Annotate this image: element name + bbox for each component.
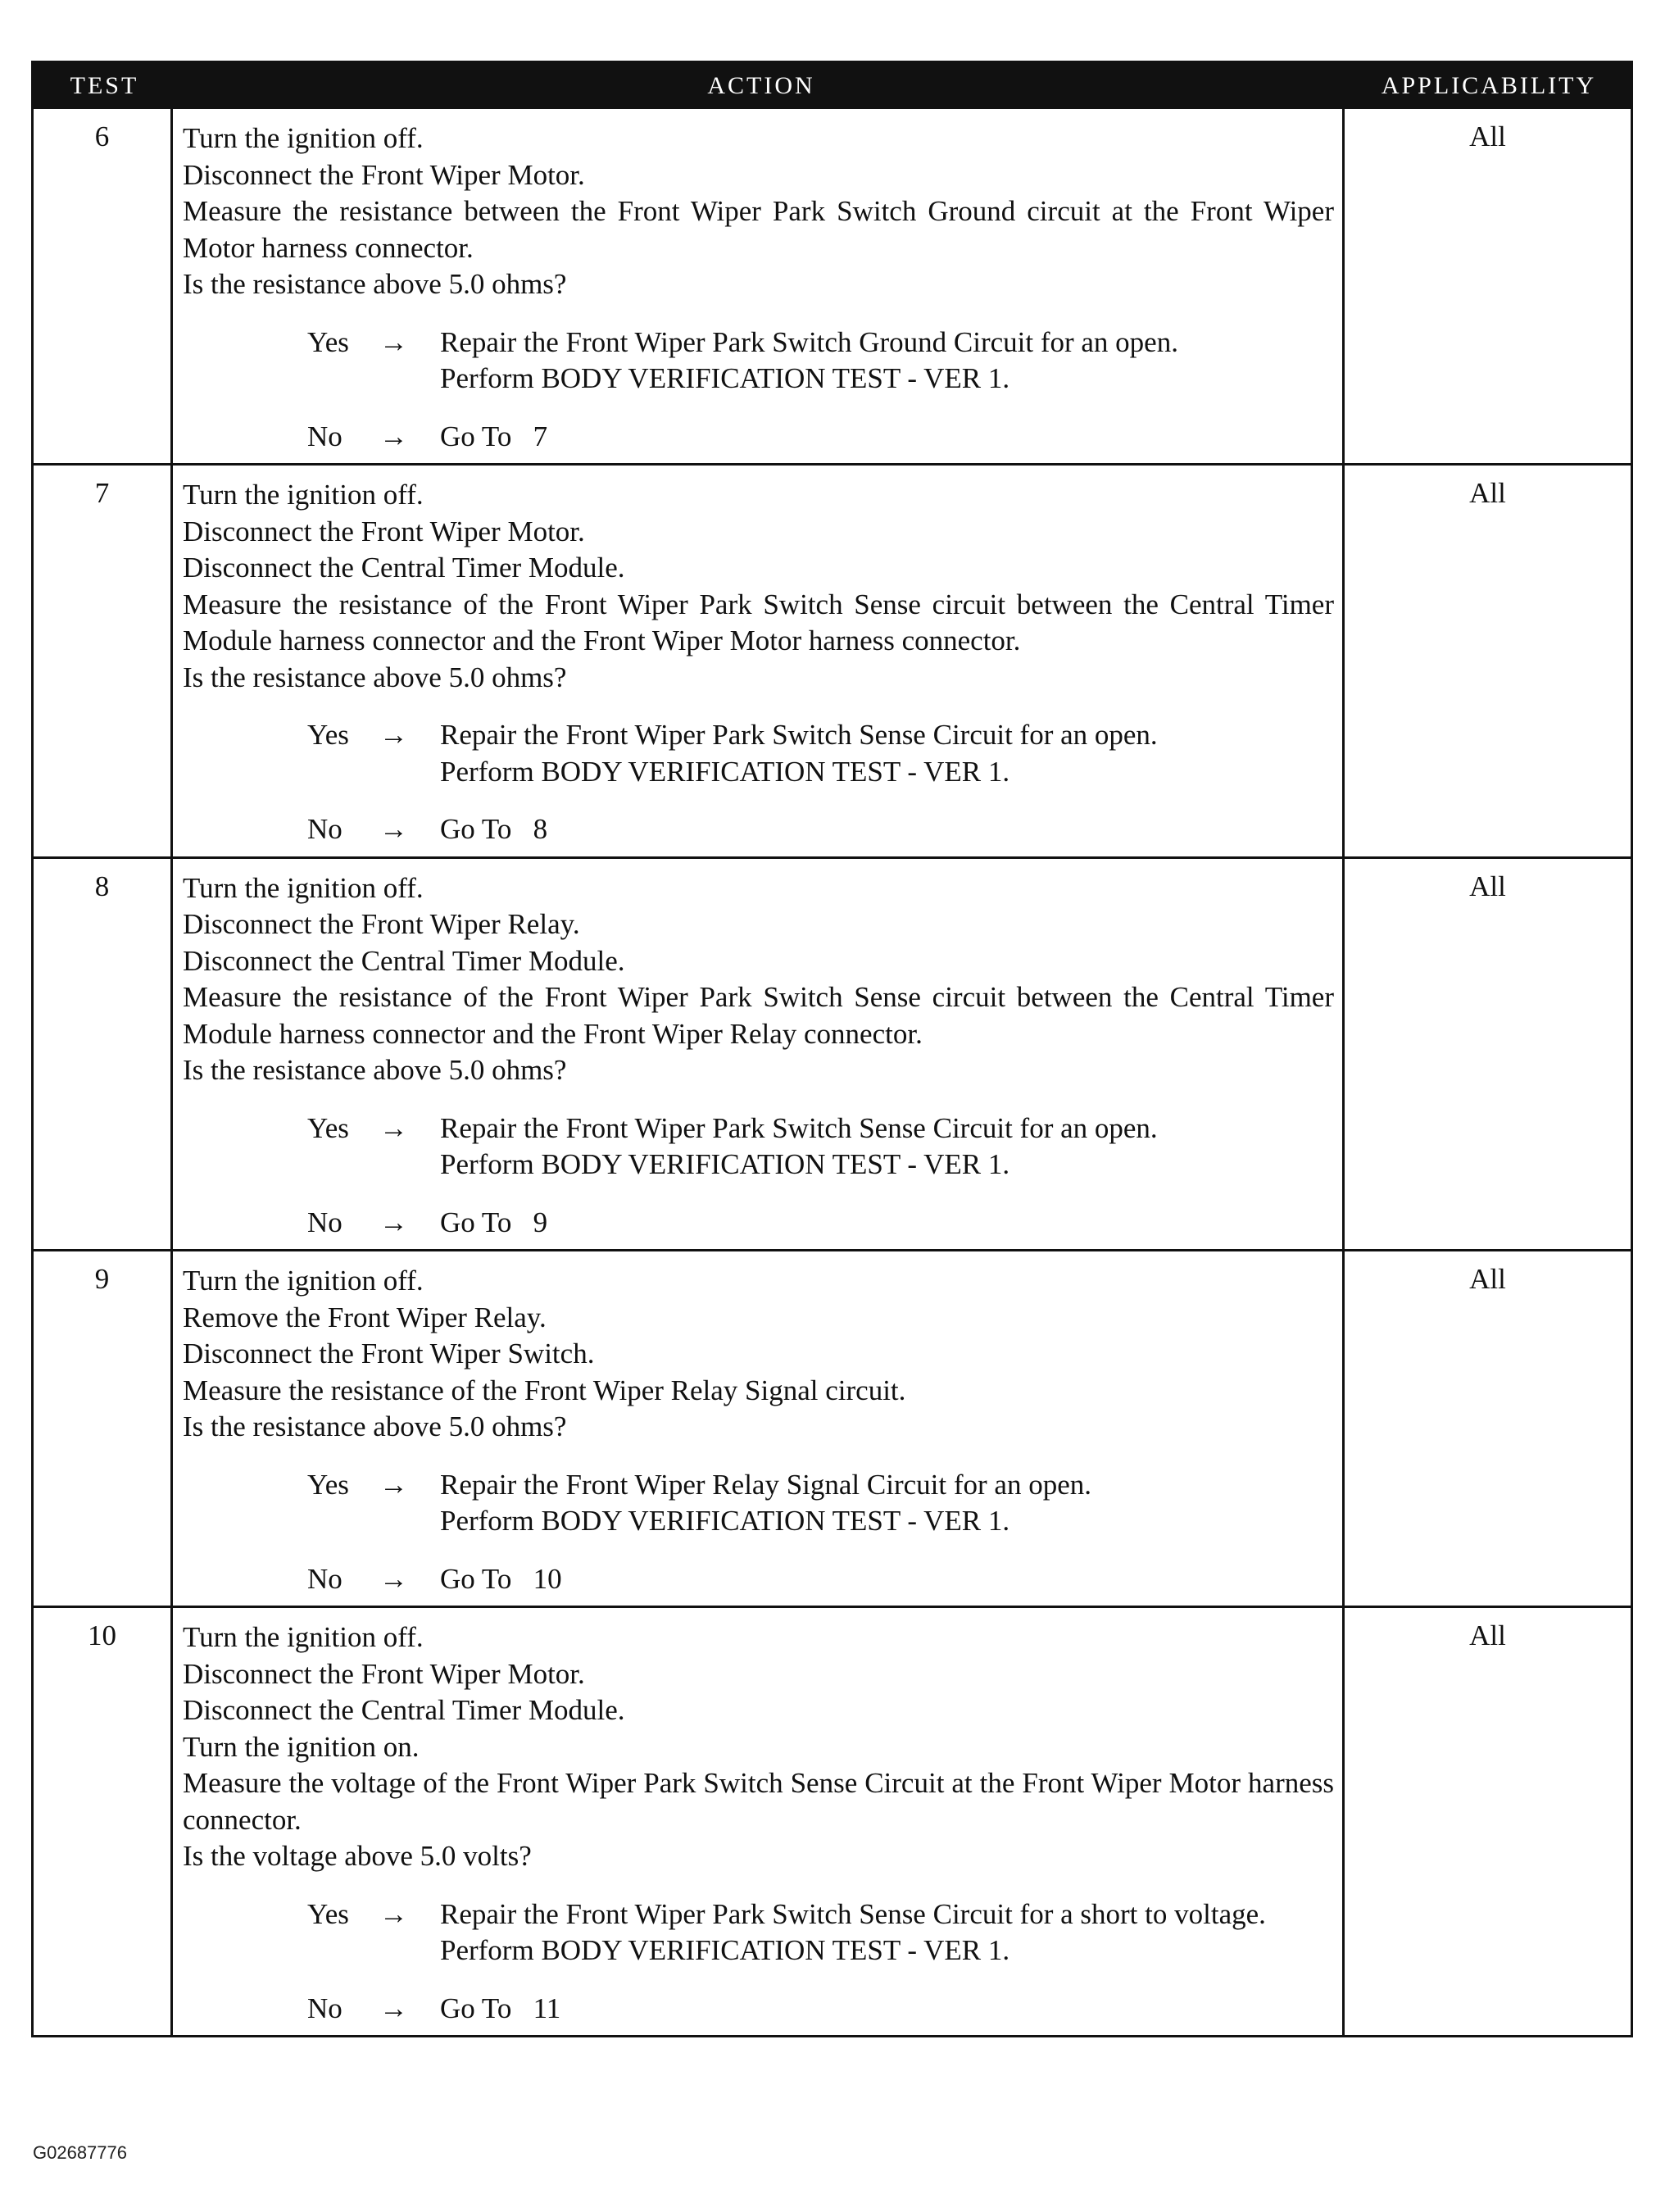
yes-instructions — [440, 1111, 1334, 1183]
table-row — [34, 109, 1631, 463]
no-label: No — [307, 1562, 343, 1595]
applicability-value: All — [1469, 1619, 1506, 1651]
yes-label: Yes — [307, 325, 349, 358]
no-label: No — [307, 1992, 343, 2024]
test-number: 6 — [34, 109, 173, 463]
test-number: 10 — [34, 1608, 173, 2035]
arrow-right-icon: → — [379, 1562, 408, 1595]
no-answer — [183, 811, 1334, 848]
yes-instruction-line: Perform BODY VERIFICATION TEST - VER 1. — [440, 1934, 1010, 1966]
yes-label: Yes — [307, 1111, 349, 1144]
goto-step: Go To 7 — [440, 420, 548, 452]
applicability-value: All — [1469, 120, 1506, 152]
action-step: Measure the resistance between the Front Wiper Park Switch Ground circuit at the Front Wiper Motor harness connector. — [183, 195, 1334, 264]
arrow-right-icon: → — [379, 719, 408, 751]
action-step: Disconnect the Front Wiper Relay. — [183, 908, 580, 940]
action-step: Disconnect the Front Wiper Motor. — [183, 1657, 585, 1690]
arrow-right-icon: → — [379, 1111, 408, 1144]
answers — [183, 717, 1334, 848]
yes-instruction-line: Perform BODY VERIFICATION TEST - VER 1. — [440, 362, 1010, 394]
yes-instruction-line: Repair the Front Wiper Park Switch Ground Circuit for an open. — [440, 325, 1178, 358]
action-step: Disconnect the Central Timer Module. — [183, 1694, 625, 1726]
yes-answer — [183, 1111, 1334, 1183]
answers — [183, 1467, 1334, 1598]
action-step: Is the resistance above 5.0 ohms? — [183, 661, 567, 693]
action-step: Measure the resistance of the Front Wiper Park Switch Sense circuit between the Central Timer Module harness connector and the Front Wiper Relay connector. — [183, 981, 1334, 1050]
arrow-right-icon: → — [379, 420, 408, 452]
no-answer — [183, 1991, 1334, 2028]
yes-answer — [183, 1896, 1334, 1969]
yes-instructions — [440, 1896, 1334, 1969]
header-test: TEST — [70, 72, 139, 99]
action-cell — [173, 1608, 1345, 2035]
no-label: No — [307, 813, 343, 845]
action-step: Disconnect the Front Wiper Switch. — [183, 1338, 595, 1369]
goto-step: Go To 10 — [440, 1562, 562, 1595]
table-row — [34, 1249, 1631, 1606]
arrow-right-icon: → — [379, 1206, 408, 1238]
yes-label: Yes — [307, 1897, 349, 1930]
diagnostic-test-table — [31, 61, 1633, 2037]
arrow-right-icon: → — [379, 1897, 408, 1930]
action-step: Disconnect the Central Timer Module. — [183, 552, 625, 584]
header-applicability: APPLICABILITY — [1381, 72, 1597, 99]
action-cell — [173, 1251, 1345, 1606]
yes-instruction-line: Repair the Front Wiper Park Switch Sense Circuit for an open. — [440, 1111, 1158, 1144]
figure-code: G02687776 — [33, 2142, 127, 2163]
no-label: No — [307, 420, 343, 452]
yes-instructions — [440, 717, 1334, 790]
action-step: Turn the ignition off. — [183, 122, 424, 154]
action-steps — [183, 120, 1334, 303]
test-number: 7 — [34, 466, 173, 856]
action-step: Is the resistance above 5.0 ohms? — [183, 1054, 567, 1086]
yes-answer — [183, 1467, 1334, 1540]
yes-instruction-line: Repair the Front Wiper Park Switch Sense Circuit for a short to voltage. — [440, 1897, 1266, 1930]
action-step: Remove the Front Wiper Relay. — [183, 1301, 547, 1333]
action-step: Is the resistance above 5.0 ohms? — [183, 1410, 567, 1442]
yes-answer — [183, 717, 1334, 790]
yes-instructions — [440, 1467, 1334, 1540]
action-step: Turn the ignition on. — [183, 1730, 420, 1763]
action-cell — [173, 859, 1345, 1250]
action-step: Is the voltage above 5.0 volts? — [183, 1840, 532, 1872]
applicability-value: All — [1469, 1263, 1506, 1295]
action-step: Turn the ignition off. — [183, 1265, 424, 1297]
yes-instruction-line: Perform BODY VERIFICATION TEST - VER 1. — [440, 1148, 1010, 1180]
action-step: Measure the resistance of the Front Wiper Relay Signal circuit. — [183, 1374, 906, 1406]
action-steps — [183, 1619, 1334, 1875]
action-steps — [183, 870, 1334, 1089]
table-row — [34, 1606, 1631, 2035]
table-header — [34, 63, 1631, 109]
action-steps — [183, 1263, 1334, 1446]
table-body — [34, 109, 1631, 2035]
applicability-value: All — [1469, 870, 1506, 902]
answers — [183, 1896, 1334, 2028]
yes-instruction-line: Repair the Front Wiper Park Switch Sense Circuit for an open. — [440, 719, 1158, 751]
no-answer — [183, 1561, 1334, 1598]
action-step: Measure the resistance of the Front Wiper Park Switch Sense circuit between the Central Timer Module harness connector and the Front Wiper Motor harness connector. — [183, 588, 1334, 656]
no-answer — [183, 1205, 1334, 1242]
arrow-right-icon: → — [379, 325, 408, 358]
action-step: Turn the ignition off. — [183, 871, 424, 904]
arrow-right-icon: → — [379, 1992, 408, 2024]
answers — [183, 1111, 1334, 1242]
goto-step: Go To 11 — [440, 1992, 561, 2024]
action-step: Disconnect the Front Wiper Motor. — [183, 158, 585, 191]
yes-answer — [183, 325, 1334, 397]
action-step: Turn the ignition off. — [183, 1621, 424, 1653]
action-step: Is the resistance above 5.0 ohms? — [183, 268, 567, 300]
action-cell — [173, 109, 1345, 463]
action-step: Disconnect the Front Wiper Motor. — [183, 515, 585, 547]
yes-instructions — [440, 325, 1334, 397]
goto-step: Go To 8 — [440, 813, 548, 845]
action-step: Measure the voltage of the Front Wiper Park Switch Sense Circuit at the Front Wiper Motor harness connector. — [183, 1767, 1334, 1836]
yes-label: Yes — [307, 719, 349, 751]
arrow-right-icon: → — [379, 1468, 408, 1501]
table-row — [34, 856, 1631, 1250]
action-steps — [183, 477, 1334, 696]
applicability-value: All — [1469, 477, 1506, 509]
no-label: No — [307, 1206, 343, 1238]
goto-step: Go To 9 — [440, 1206, 548, 1238]
action-cell — [173, 466, 1345, 856]
yes-instruction-line: Perform BODY VERIFICATION TEST - VER 1. — [440, 755, 1010, 788]
no-answer — [183, 419, 1334, 456]
test-number: 8 — [34, 859, 173, 1250]
arrow-right-icon: → — [379, 813, 408, 845]
header-action: ACTION — [707, 72, 815, 99]
answers — [183, 325, 1334, 456]
action-step: Disconnect the Central Timer Module. — [183, 944, 625, 977]
yes-label: Yes — [307, 1468, 349, 1501]
test-number: 9 — [34, 1251, 173, 1606]
action-step: Turn the ignition off. — [183, 479, 424, 511]
table-row — [34, 463, 1631, 856]
yes-instruction-line: Repair the Front Wiper Relay Signal Circuit for an open. — [440, 1468, 1091, 1501]
yes-instruction-line: Perform BODY VERIFICATION TEST - VER 1. — [440, 1505, 1010, 1537]
